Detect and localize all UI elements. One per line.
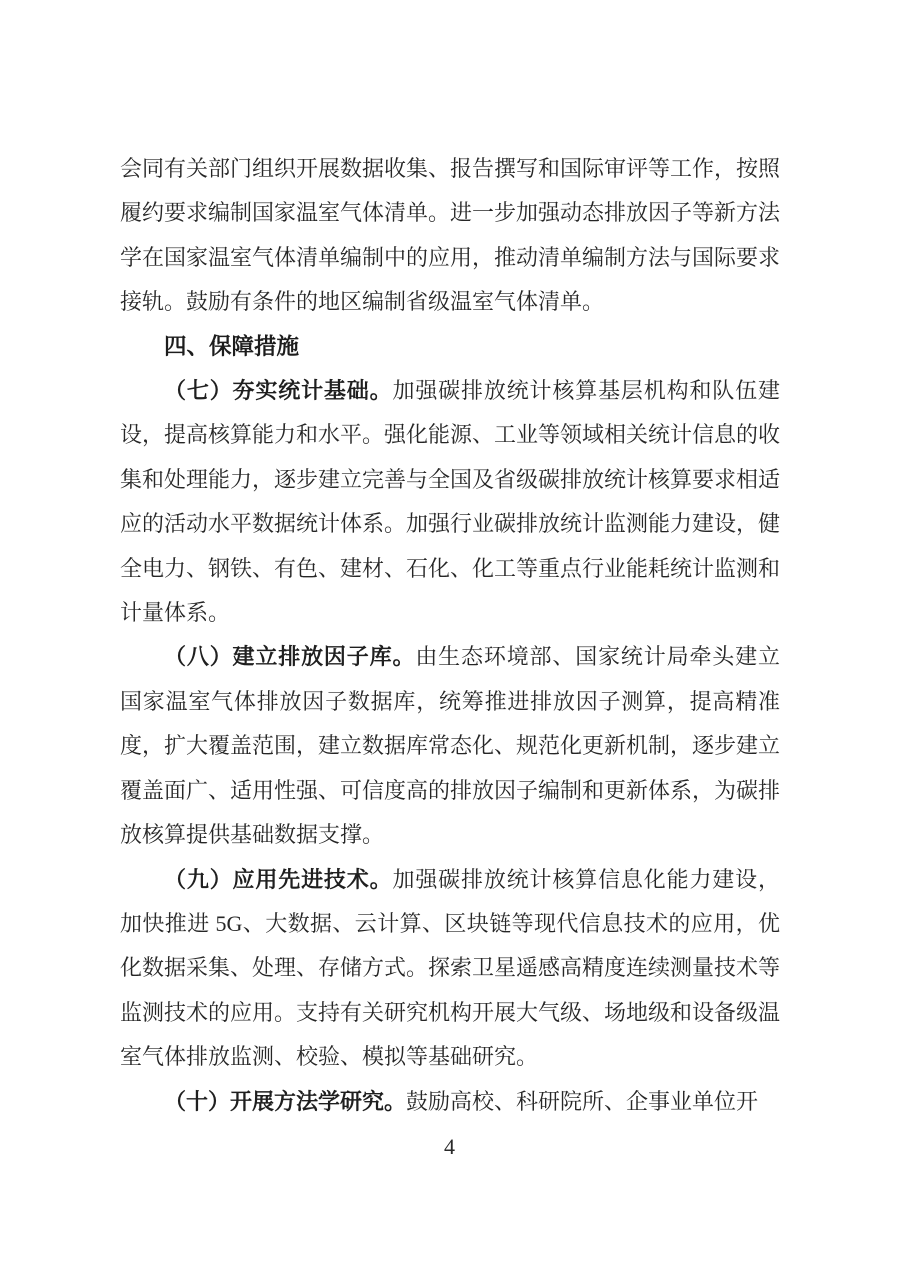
item-10-marker: （十） bbox=[164, 1088, 231, 1114]
item-9-title: 应用先进技术。 bbox=[232, 866, 393, 892]
document-text-block bbox=[120, 147, 780, 1124]
item-8-marker: （八） bbox=[164, 644, 233, 670]
paragraph-item-9 bbox=[120, 858, 780, 1080]
item-7-marker: （七） bbox=[164, 378, 233, 404]
item-9-marker: （九） bbox=[164, 866, 233, 892]
paragraph-item-7 bbox=[120, 369, 780, 635]
item-10-title: 开展方法学研究。 bbox=[230, 1088, 407, 1114]
item-9-body: 加强碳排放统计核算信息化能力建设，加快推进 5G、大数据、云计算、区块链等现代信息技术的应用，优化数据采集、处理、存储方式。探索卫星遥感高精度连续测量技术等监测技术的应用。支持有关研究机构开展大气级、场地级和设备级温室气体排放监测、校验、模拟等基础研究。 bbox=[120, 866, 781, 1070]
paragraph-continuation: 会同有关部门组织开展数据收集、报告撰写和国际审评等工作，按照履约要求编制国家温室气体清单。进一步加强动态排放因子等新方法学在国家温室气体清单编制中的应用，推动清单编制方法与国际要求接轨。鼓励有条件的地区编制省级温室气体清单。 bbox=[120, 156, 781, 315]
section-heading: 四、保障措施 bbox=[164, 333, 300, 359]
item-8-title: 建立排放因子库。 bbox=[232, 644, 416, 670]
page-number: 4 bbox=[444, 1134, 455, 1159]
item-8-body: 由生态环境部、国家统计局牵头建立国家温室气体排放因子数据库，统筹推进排放因子测算，提高精准度，扩大覆盖范围，建立数据库常态化、规范化更新机制，逐步建立覆盖面广、适用性强、可信度高的排放因子编制和更新体系，为碳排放核算提供基础数据支撑。 bbox=[120, 644, 781, 848]
item-10-body: 鼓励高校、科研院所、企事业单位开 bbox=[406, 1088, 759, 1114]
item-7-body: 加强碳排放统计核算基层机构和队伍建设，提高核算能力和水平。强化能源、工业等领域相关统计信息的收集和处理能力，逐步建立完善与全国及省级碳排放统计核算要求相适应的活动水平数据统计体系。加强行业碳排放统计监测能力建设，健全电力、钢铁、有色、建材、石化、化工等重点行业能耗统计监测和计量体系。 bbox=[120, 378, 781, 626]
item-7-title: 夯实统计基础。 bbox=[232, 378, 393, 404]
paragraph-item-8 bbox=[120, 635, 780, 857]
paragraph-item-10 bbox=[120, 1080, 780, 1124]
